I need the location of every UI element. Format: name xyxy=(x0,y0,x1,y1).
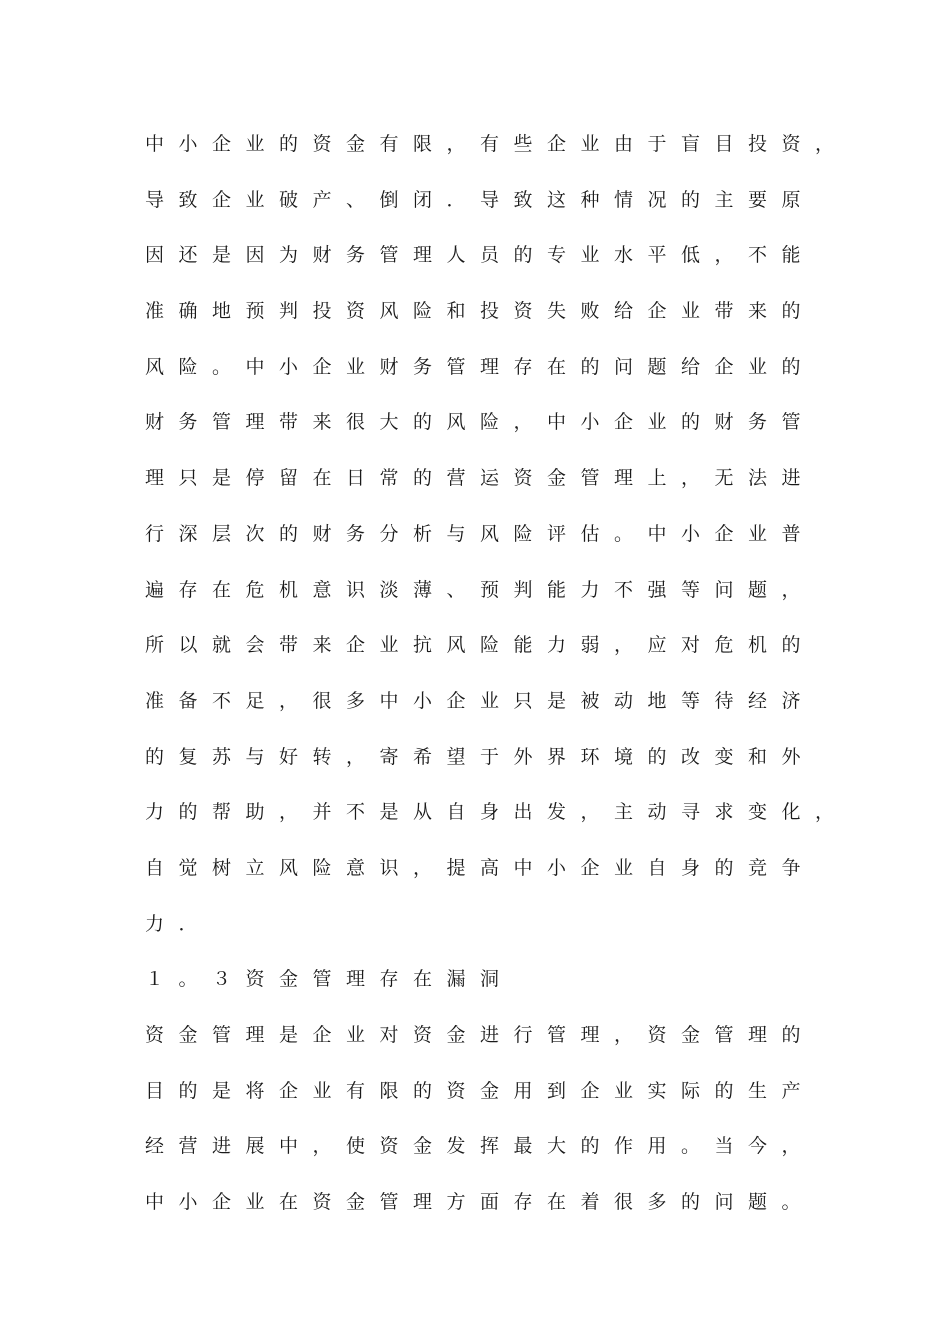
text-line: 行深层次的财务分析与风险评估。中小企业普 xyxy=(145,522,816,545)
text-line: 导致企业破产、倒闭．导致这种情况的主要原 xyxy=(145,188,816,211)
text-line: 中小企业在资金管理方面存在着很多的问题。 xyxy=(145,1191,816,1214)
text-line: 自觉树立风险意识，提高中小企业自身的竞争 xyxy=(145,856,816,879)
text-line: 准确地预判投资风险和投资失败给企业带来的 xyxy=(145,300,816,323)
text-line: 力． xyxy=(145,912,213,935)
text-line: 中小企业的资金有限，有些企业由于盲目投资， xyxy=(145,133,849,155)
text-line: 遍存在危机意识淡薄、预判能力不强等问题， xyxy=(145,578,816,601)
text-line: 准备不足，很多中小企业只是被动地等待经济 xyxy=(145,689,816,712)
text-line: 理只是停留在日常的营运资金管理上，无法进 xyxy=(145,467,816,490)
body-text xyxy=(145,129,849,1243)
text-line: 财务管理带来很大的风险，中小企业的财务管 xyxy=(145,411,816,434)
text-line: 的复苏与好转，寄希望于外界环境的改变和外 xyxy=(145,745,816,768)
text-line: 因还是因为财务管理人员的专业水平低，不能 xyxy=(145,244,816,267)
text-line: 风险。中小企业财务管理存在的问题给企业的 xyxy=(145,355,816,378)
text-line: 资金管理是企业对资金进行管理，资金管理的 xyxy=(145,1024,816,1046)
section-heading: １。３资金管理存在漏洞 xyxy=(145,968,514,991)
text-line: 力的帮助，并不是从自身出发，主动寻求变化， xyxy=(145,801,849,824)
text-line: 所以就会带来企业抗风险能力弱，应对危机的 xyxy=(145,634,816,657)
text-line: 目的是将企业有限的资金用到企业实际的生产 xyxy=(145,1079,816,1102)
text-line: 经营进展中，使资金发挥最大的作用。当今， xyxy=(145,1135,816,1158)
